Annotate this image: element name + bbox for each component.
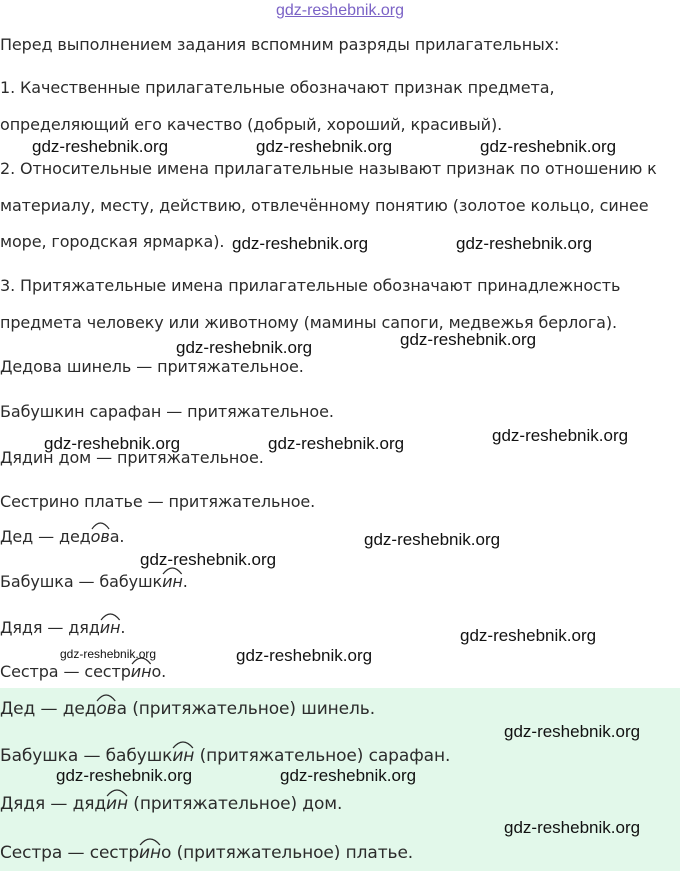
watermark-text: gdz-reshebnik.org (504, 722, 641, 741)
suffix-mark (172, 746, 194, 766)
derivation-ending: . (120, 618, 126, 637)
answer-line (0, 843, 413, 863)
watermark-text: gdz-reshebnik.org (364, 530, 501, 549)
watermark-text: gdz-reshebnik.org (504, 818, 641, 837)
classification-line: Бабушкин сарафан — притяжательное. (0, 402, 334, 421)
suffix-mark (131, 662, 152, 682)
possessive-definition-line2: предмета человеку или животному (мамины сапоги, медвежья берлога). (0, 313, 618, 332)
suffix-arc-icon (96, 692, 116, 702)
answer-base: Дед — дед (0, 699, 97, 719)
derivation-suffix: ов (90, 527, 110, 546)
answer-base: Сестра — сестр (0, 843, 140, 863)
derivation-ending: . (182, 572, 188, 591)
watermark-text: gdz-reshebnik.org (492, 426, 629, 445)
watermark-text: gdz-reshebnik.org (140, 550, 277, 569)
derivation-ending: о. (151, 662, 167, 681)
watermark-text: gdz-reshebnik.org (60, 647, 157, 661)
derivation-suffix: ин (99, 618, 121, 637)
classification-line: Дядин дом — притяжательное. (0, 448, 264, 467)
watermark-text: gdz-reshebnik.org (460, 626, 597, 645)
suffix-arc-icon (139, 836, 161, 846)
answer-line (0, 794, 342, 814)
answer-suffix: ин (139, 843, 162, 863)
answer-rest: (притяжательное) дом. (128, 794, 343, 814)
watermark-text: gdz-reshebnik.org (44, 434, 181, 453)
watermark-text: gdz-reshebnik.org (280, 766, 417, 785)
watermark-text: gdz-reshebnik.org (268, 434, 405, 453)
suffix-arc-icon (91, 520, 110, 530)
watermark-text: gdz-reshebnik.org (236, 646, 373, 665)
answer-line (0, 699, 375, 719)
possessive-definition-line1: 3. Притяжательные имена прилагательные обозначают принадлежность (0, 276, 621, 295)
watermark-text: gdz-reshebnik.org (56, 766, 193, 785)
suffix-mark (100, 618, 121, 638)
answer-base: Дядя — дяд (0, 794, 107, 814)
answer-rest: а (притяжательное) шинель. (116, 699, 376, 719)
derivation-line (0, 618, 125, 638)
suffix-arc-icon (106, 787, 128, 797)
relative-definition-line3: море, городская ярмарка). (0, 232, 225, 251)
relative-definition-line1: 2. Относительные имена прилагательные называют признак по отношению к (0, 159, 657, 178)
watermark-text: gdz-reshebnik.org (480, 137, 617, 156)
suffix-mark (162, 572, 183, 592)
watermark-text: gdz-reshebnik.org (456, 234, 593, 253)
suffix-arc-icon (100, 611, 121, 621)
derivation-line (0, 572, 188, 592)
suffix-mark (91, 527, 110, 547)
derivation-base: Бабушка — бабушк (0, 572, 163, 591)
derivation-suffix: ин (130, 662, 152, 681)
qualitative-definition-line2: определяющий его качество (добрый, хороший, красивый). (0, 115, 503, 134)
intro-text: Перед выполнением задания вспомним разряды прилагательных: (0, 35, 560, 54)
watermark-text: gdz-reshebnik.org (176, 338, 313, 357)
answer-suffix: ин (106, 794, 128, 814)
classification-line: Сестрино платье — притяжательное. (0, 492, 316, 511)
answer-rest: о (притяжательное) платье. (161, 843, 414, 863)
answer-suffix: ов (96, 699, 117, 719)
watermark-text: gdz-reshebnik.org (32, 137, 169, 156)
derivation-base: Дед — дед (0, 527, 91, 546)
derivation-base: Дядя — дяд (0, 618, 100, 637)
suffix-mark (139, 843, 161, 863)
derivation-line (0, 662, 166, 682)
relative-definition-line2: материалу, месту, действию, отвлечённому понятию (золотое кольцо, синее (0, 196, 649, 215)
watermark-text: gdz-reshebnik.org (256, 137, 393, 156)
suffix-mark (106, 794, 128, 814)
answer-rest: (притяжательное) сарафан. (194, 746, 451, 766)
suffix-arc-icon (172, 739, 194, 749)
derivation-suffix: ин (162, 572, 183, 591)
classification-line: Дедова шинель — притяжательное. (0, 357, 304, 376)
derivation-base: Сестра — сестр (0, 662, 131, 681)
derivation-line (0, 527, 124, 547)
watermark-text: gdz-reshebnik.org (400, 330, 537, 349)
answer-base: Бабушка — бабушк (0, 746, 173, 766)
suffix-mark (96, 699, 116, 719)
header-watermark-link[interactable]: gdz-reshebnik.org (275, 2, 405, 19)
derivation-ending: а. (109, 527, 125, 546)
answer-line (0, 746, 450, 766)
watermark-text: gdz-reshebnik.org (232, 234, 369, 253)
answer-suffix: ин (172, 746, 195, 766)
qualitative-definition-line1: 1. Качественные прилагательные обозначают признак предмета, (0, 78, 555, 97)
